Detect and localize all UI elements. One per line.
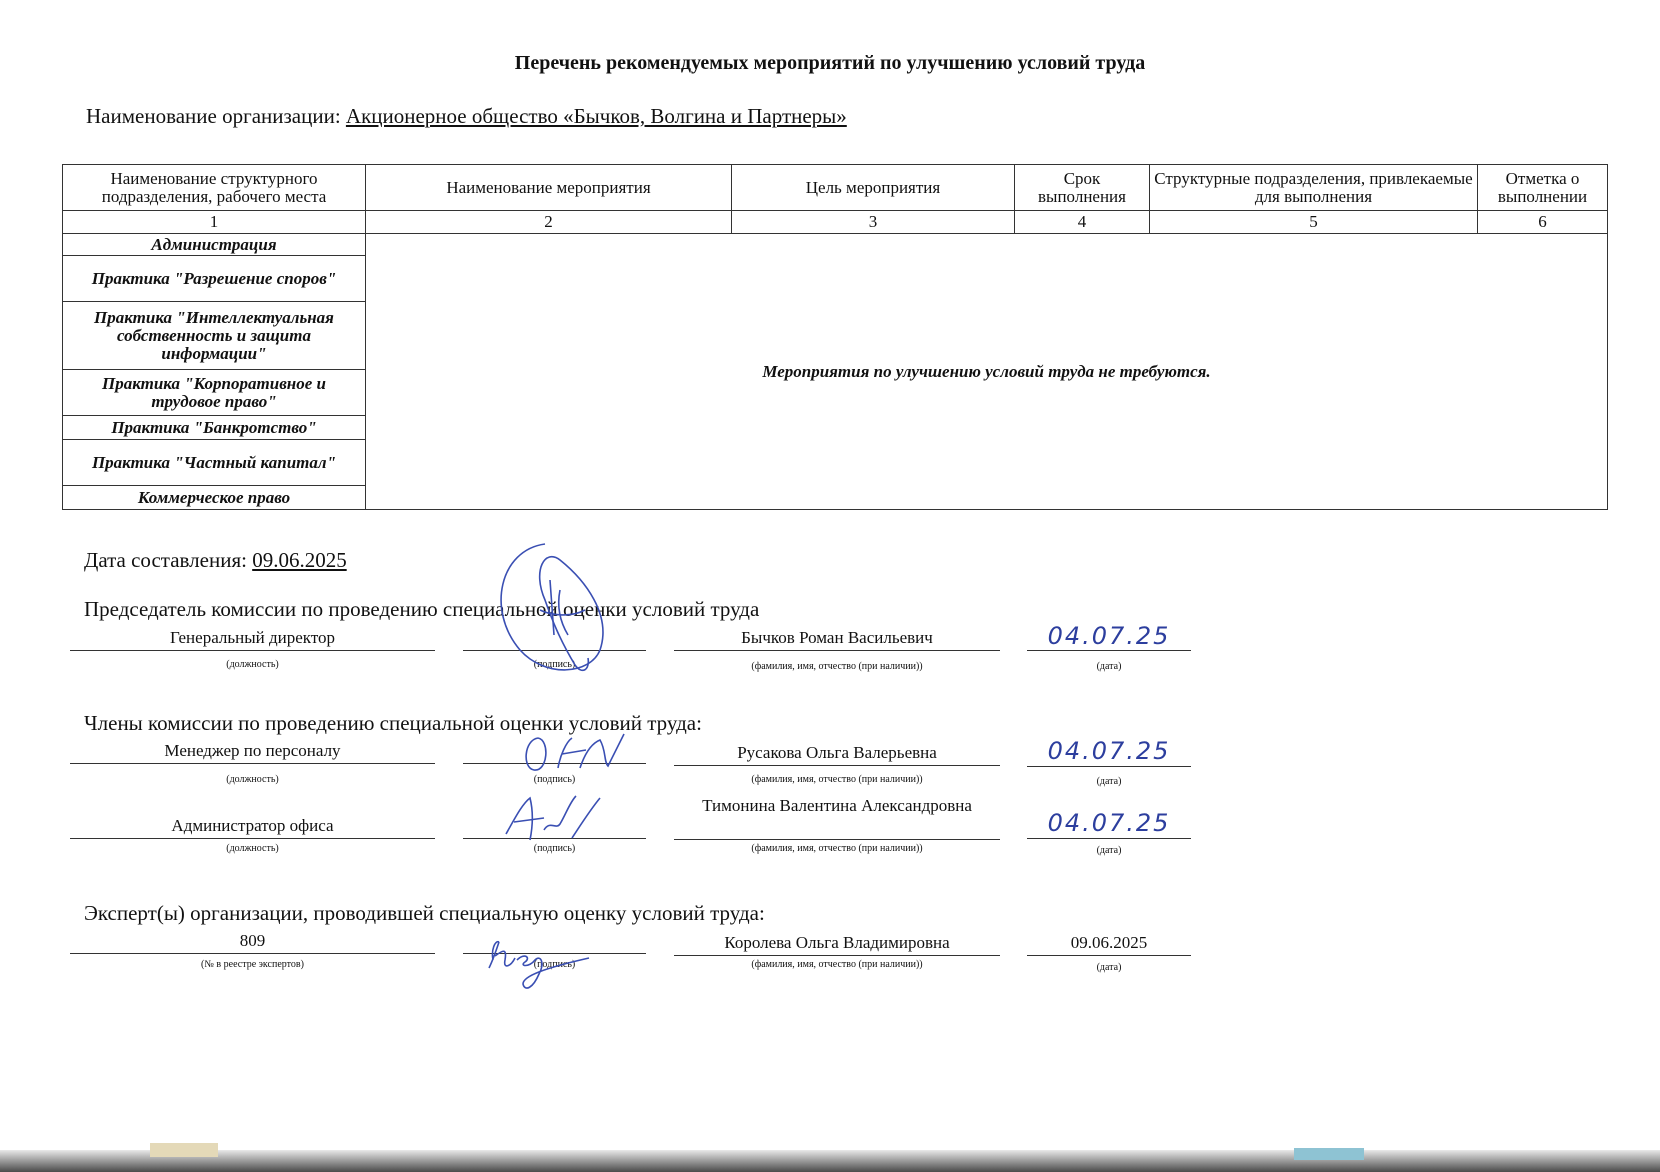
- table-header-row: [63, 165, 1608, 211]
- organization-line: [86, 104, 847, 129]
- date-compiled: [84, 548, 347, 573]
- table-row: [63, 234, 1608, 256]
- unit-cell: Практика "Частный капитал": [63, 440, 366, 486]
- caption-registry: (№ в реестре экспертов): [201, 959, 304, 970]
- column-number: 3: [732, 211, 1015, 234]
- chairman-position: Генеральный директор: [70, 628, 435, 651]
- unit-cell: Коммерческое право: [63, 486, 366, 510]
- caption-signature: (подпись): [533, 959, 576, 970]
- member-date: 04.07.25: [1027, 736, 1191, 767]
- chairman-date: 04.07.25: [1027, 622, 1191, 651]
- header-cell: Срок выполнения: [1015, 165, 1150, 211]
- caption-signature: (подпись): [533, 774, 576, 785]
- header-cell: Отметка о выполнении: [1478, 165, 1608, 211]
- unit-cell: Практика "Интеллектуальная собственность и защита информации": [63, 302, 366, 370]
- member-position: Администратор офиса: [70, 816, 435, 839]
- member-name: Русакова Ольга Валерьевна: [674, 743, 1000, 766]
- caption-position: (должность): [226, 843, 279, 854]
- caption-fio: (фамилия, имя, отчество (при наличии)): [751, 661, 923, 672]
- caption-date: (дата): [1096, 661, 1122, 672]
- caption-fio: (фамилия, имя, отчество (при наличии)): [751, 843, 923, 854]
- member-name: Тимонина Валентина Александровна: [674, 795, 1000, 840]
- scan-tab-marker: [1294, 1148, 1364, 1160]
- date-compiled-label: Дата составления:: [84, 548, 247, 572]
- members-heading: Члены комиссии по проведению специальной оценки условий труда:: [84, 711, 702, 735]
- header-cell: Наименование структурного подразделения, рабочего места: [63, 165, 366, 211]
- column-number: 2: [366, 211, 732, 234]
- caption-date: (дата): [1096, 845, 1122, 856]
- header-cell: Наименование мероприятия: [366, 165, 732, 211]
- organization-name: Акционерное общество «Бычков, Волгина и Партнеры»: [345, 104, 847, 128]
- expert-signature-icon: [485, 930, 595, 998]
- document-title: Перечень рекомендуемых мероприятий по улучшению условий труда: [514, 52, 1146, 74]
- expert-heading: Эксперт(ы) организации, проводившей специальную оценку условий труда:: [84, 901, 765, 925]
- scan-bottom-edge: [0, 1150, 1660, 1172]
- expert-name: Королева Ольга Владимировна: [674, 933, 1000, 956]
- header-cell: Структурные подразделения, привлекаемые для выполнения: [1150, 165, 1478, 211]
- column-number: 6: [1478, 211, 1608, 234]
- caption-signature: (подпись): [533, 843, 576, 854]
- unit-cell: Практика "Банкротство": [63, 416, 366, 440]
- unit-cell: Практика "Разрешение споров": [63, 256, 366, 302]
- column-number: 5: [1150, 211, 1478, 234]
- caption-position: (должность): [226, 659, 279, 670]
- caption-date: (дата): [1096, 776, 1122, 787]
- caption-fio: (фамилия, имя, отчество (при наличии)): [751, 959, 923, 970]
- expert-registry-number: 809: [70, 931, 435, 954]
- column-number: 1: [63, 211, 366, 234]
- measures-table: [62, 164, 1608, 510]
- column-number: 4: [1015, 211, 1150, 234]
- unit-cell: Практика "Корпоративное и трудовое право": [63, 370, 366, 416]
- member-date: 04.07.25: [1027, 808, 1191, 839]
- expert-date: 09.06.2025: [1027, 933, 1191, 956]
- date-compiled-value: 09.06.2025: [252, 548, 347, 572]
- column-number-row: [63, 211, 1608, 234]
- header-cell: Цель мероприятия: [732, 165, 1015, 211]
- caption-position: (должность): [226, 774, 279, 785]
- organization-label: Наименование организации:: [86, 104, 341, 128]
- member-position: Менеджер по персоналу: [70, 741, 435, 764]
- caption-date: (дата): [1096, 962, 1122, 973]
- scan-tab-marker: [150, 1143, 218, 1157]
- member-signature-icon: [500, 790, 610, 846]
- member-signature-icon: [520, 728, 630, 778]
- chairman-name: Бычков Роман Васильевич: [674, 628, 1000, 651]
- unit-cell: Администрация: [63, 234, 366, 256]
- no-measures-note: Мероприятия по улучшению условий труда не требуются.: [366, 234, 1608, 510]
- caption-signature: (подпись): [533, 659, 576, 670]
- caption-fio: (фамилия, имя, отчество (при наличии)): [751, 774, 923, 785]
- chairman-heading: Председатель комиссии по проведению специальной оценки условий труда: [84, 597, 760, 621]
- chairman-signature-icon: [490, 540, 620, 680]
